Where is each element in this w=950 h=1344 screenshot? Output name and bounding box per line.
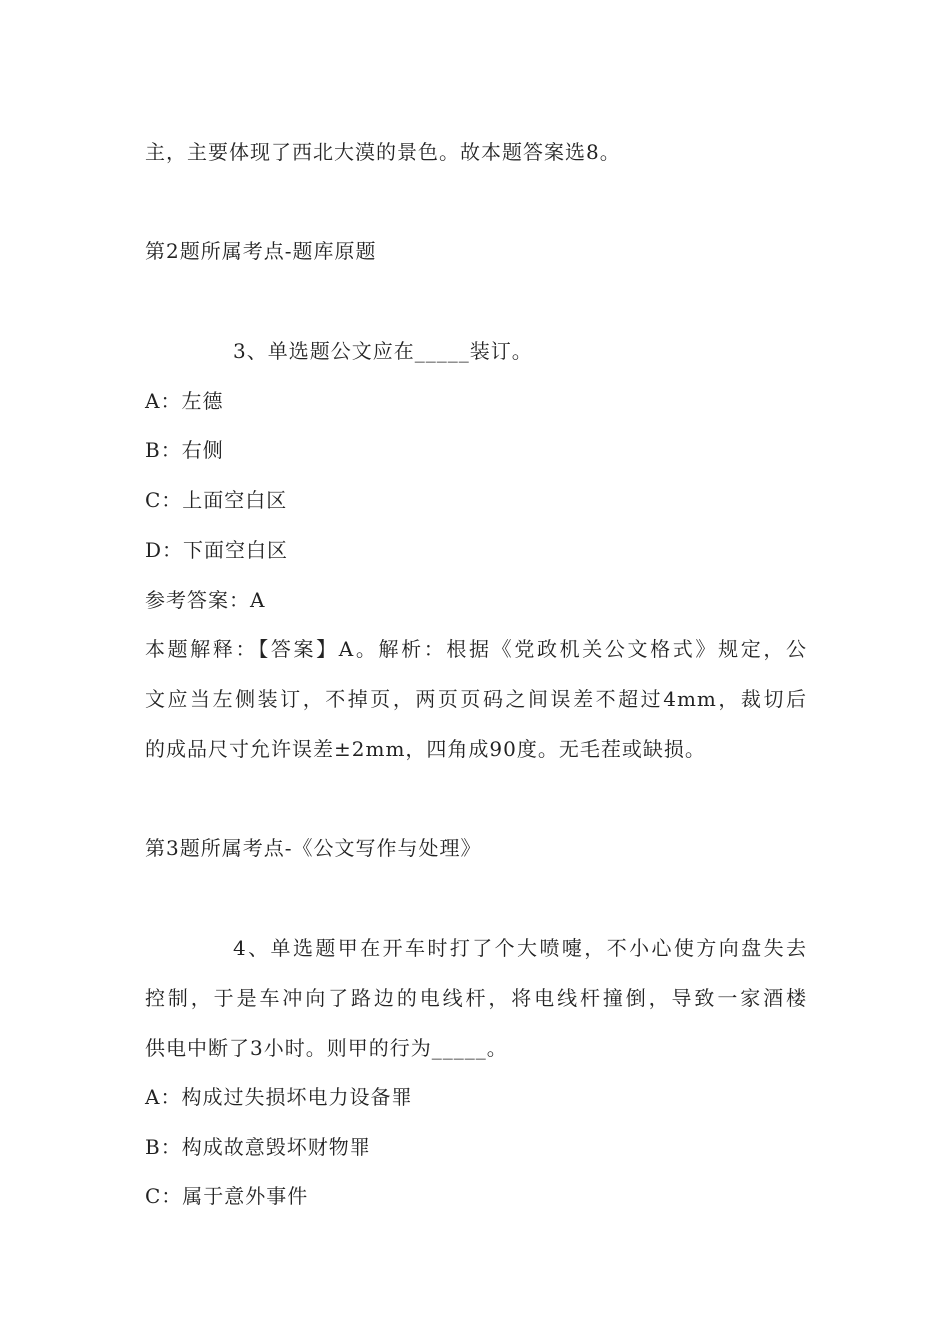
- q3-explanation-line-2: 文应当左侧装订，不掉页，两页页码之间误差不超过4mm，裁切后: [145, 687, 807, 711]
- q4-option-a: A：构成过失损坏电力设备罪: [145, 1085, 413, 1109]
- q3-answer: 参考答案：A: [145, 588, 266, 612]
- q3-question: 3、单选题公文应在_____装订。: [233, 339, 533, 363]
- q3-option-a: A：左德: [145, 389, 224, 413]
- q4-option-b: B：构成故意毁坏财物罪: [145, 1135, 371, 1159]
- q2-topic: 第2题所属考点-题库原题: [145, 239, 377, 263]
- q4-question-line-3: 供电中断了3小时。则甲的行为_____。: [145, 1036, 508, 1060]
- q3-option-d: D：下面空白区: [145, 538, 289, 562]
- q4-question-line-1: 4、单选题甲在开车时打了个大喷嚏，不小心使方向盘失去: [233, 936, 807, 960]
- q3-topic: 第3题所属考点-《公文写作与处理》: [145, 836, 482, 860]
- q3-explanation-line-1: 本题解释：【答案】A。解析：根据《党政机关公文格式》规定，公: [145, 637, 807, 661]
- q4-option-c: C：属于意外事件: [145, 1184, 309, 1208]
- q3-explanation-line-3: 的成品尺寸允许误差±2mm，四角成90度。无毛茬或缺损。: [145, 737, 706, 761]
- q3-option-b: B：右侧: [145, 438, 224, 462]
- q4-question-line-2: 控制，于是车冲向了路边的电线杆，将电线杆撞倒，导致一家酒楼: [145, 986, 807, 1010]
- q2-answer-tail: 主，主要体现了西北大漠的景色。故本题答案选8。: [145, 140, 621, 164]
- q3-option-c: C：上面空白区: [145, 488, 288, 512]
